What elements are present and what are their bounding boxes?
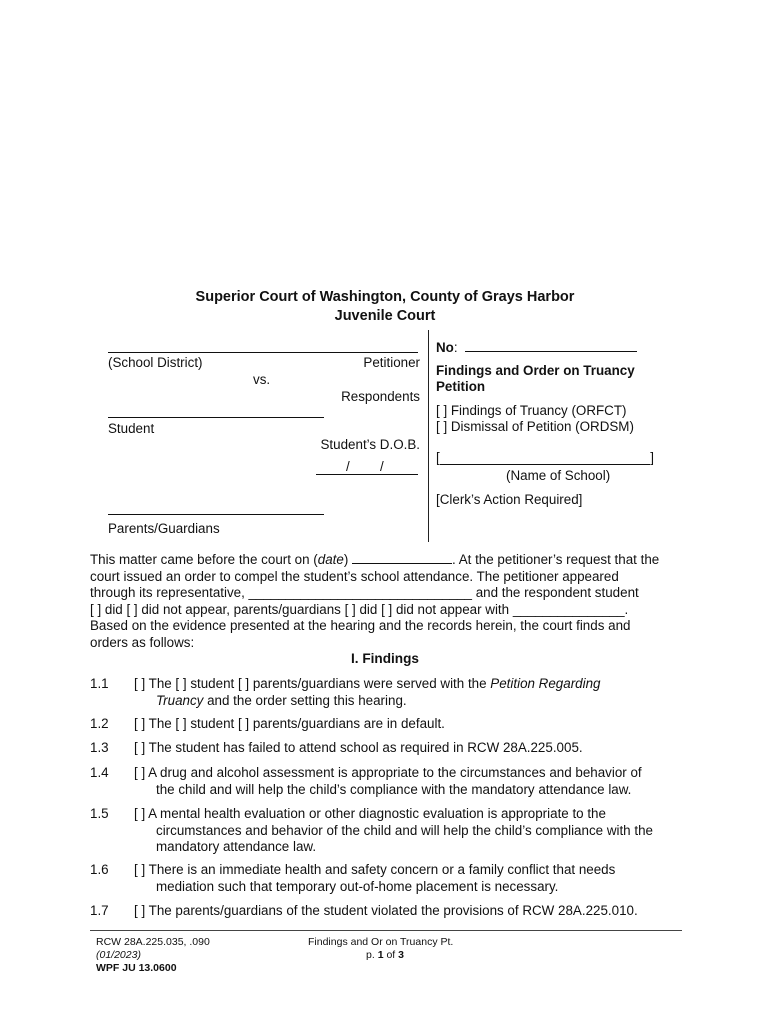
school-district-line[interactable] xyxy=(108,352,418,353)
intro-line-4 xyxy=(90,602,682,619)
court-header xyxy=(0,288,770,326)
intro-line-5: Based on the evidence presented at the hearing and the records herein, the court finds and xyxy=(90,618,631,633)
bracket-close: ] xyxy=(650,450,654,465)
finding-text-part: mandatory attendance law. xyxy=(156,839,317,854)
dob-field[interactable] xyxy=(316,460,418,475)
form-title-line1: Findings and Order on Truancy xyxy=(436,363,635,378)
bracket-open: [ xyxy=(436,450,440,465)
footer-date xyxy=(96,949,210,962)
intro-line-2: court issued an order to compel the student’s school attendance. The petitioner appeared xyxy=(90,568,619,584)
finding-number: 1.2 xyxy=(90,716,109,731)
option-findings-of-truancy[interactable]: [ ] Findings of Truancy (ORFCT) xyxy=(436,403,627,418)
parents-line[interactable] xyxy=(108,514,324,515)
finding-text-part: and the order setting this hearing. xyxy=(203,692,407,708)
case-number-colon: : xyxy=(453,340,458,355)
footer-form-id: WPF JU 13.0600 xyxy=(96,962,177,974)
finding-number: 1.7 xyxy=(90,903,109,918)
intro-text: . At the petitioner’s request that the xyxy=(452,552,660,567)
finding-text-italic: Petition Regarding xyxy=(490,676,601,691)
page-prefix: p. xyxy=(366,949,378,961)
finding-text-part: [ ] There is an immediate health and safety concern or a family conflict that needs xyxy=(134,862,616,877)
intro-line-3 xyxy=(90,585,682,602)
case-number-field[interactable] xyxy=(465,340,637,352)
section-heading-findings: I. Findings xyxy=(351,651,419,666)
footer-rcw: RCW 28A.225.035, .090 xyxy=(96,936,210,948)
intro-text: through its representative, xyxy=(90,585,249,600)
school-district-label: (School District) xyxy=(108,355,203,370)
page-of: of xyxy=(383,949,399,961)
court-division: Juvenile Court xyxy=(334,308,436,324)
intro-text: This matter came before the court on ( xyxy=(90,552,318,567)
intro-date-word: date xyxy=(317,552,344,567)
footer-title: Findings and Or on Truancy Pt. xyxy=(308,936,454,948)
finding-number: 1.6 xyxy=(90,862,109,877)
petitioner-label: Petitioner xyxy=(363,355,420,370)
intro-paragraph xyxy=(90,552,682,651)
caption-divider xyxy=(428,330,429,542)
finding-text: [ ] The [ ] student [ ] parents/guardians are in default. xyxy=(134,716,445,731)
respondents-label: Respondents xyxy=(341,389,420,404)
finding-text: [ ] The student has failed to attend school as required in RCW 28A.225.005. xyxy=(134,740,583,755)
school-name-underline xyxy=(440,464,650,465)
clerk-action: [Clerk’s Action Required] xyxy=(436,492,583,507)
vs-label: vs. xyxy=(253,372,271,387)
finding-text-part: [ ] The [ ] student [ ] parents/guardians were served with the xyxy=(134,676,491,691)
hearing-date-field[interactable] xyxy=(352,552,452,564)
school-name-field[interactable] xyxy=(436,450,654,466)
finding-number: 1.3 xyxy=(90,740,109,755)
finding-number: 1.5 xyxy=(90,806,109,821)
school-name-label: (Name of School) xyxy=(506,468,611,483)
option-dismissal[interactable]: [ ] Dismissal of Petition (ORDSM) xyxy=(436,419,634,434)
finding-text: [ ] The parents/guardians of the student violated the provisions of RCW 28A.225.010. xyxy=(134,903,638,918)
finding-number: 1.1 xyxy=(90,676,109,691)
finding-text-part: circumstances and behavior of the child and will help the child’s compliance with the xyxy=(156,822,653,838)
intro-text: and the respondent student xyxy=(471,585,639,600)
representative-field[interactable]: ______________________________ xyxy=(248,585,472,600)
form-title-line2: Petition xyxy=(436,379,486,394)
parents-label: Parents/Guardians xyxy=(108,521,220,536)
finding-number: 1.4 xyxy=(90,765,109,780)
case-caption xyxy=(108,330,678,540)
dob-label: Student’s D.O.B. xyxy=(320,437,420,452)
footer-page xyxy=(308,949,508,962)
page-total: 3 xyxy=(398,949,404,961)
finding-text xyxy=(134,806,682,856)
court-name: Superior Court of Washington, County of Grays Harbor xyxy=(195,289,575,305)
intro-line-1 xyxy=(90,552,682,569)
counsel-field[interactable]: _______________ xyxy=(512,601,625,617)
finding-text xyxy=(134,765,682,798)
footer-center xyxy=(308,936,508,962)
page-number: 1 xyxy=(377,949,384,961)
student-label: Student xyxy=(108,421,155,436)
finding-text-part: mediation such that temporary out-of-home placement is necessary. xyxy=(156,878,559,894)
student-line[interactable] xyxy=(108,417,324,418)
dob-slash-1: / xyxy=(346,459,350,474)
finding-text-part: [ ] A drug and alcohol assessment is appropriate to the circumstances and behavior of xyxy=(134,765,642,780)
finding-text xyxy=(134,676,682,709)
appearance-checkboxes[interactable]: [ ] did [ ] did not appear, parents/guardians [ ] did [ ] did not appear with xyxy=(90,601,513,617)
finding-text-italic: Truancy xyxy=(156,692,204,708)
footer-date-text: (01/2023) xyxy=(96,949,141,961)
finding-text xyxy=(134,862,682,895)
dob-slash-2: / xyxy=(380,459,384,474)
case-number-label: No xyxy=(436,340,454,355)
finding-text-part: [ ] A mental health evaluation or other diagnostic evaluation is appropriate to the xyxy=(134,806,606,821)
case-number xyxy=(436,340,637,355)
intro-line-6: orders as follows: xyxy=(90,634,195,650)
intro-text: ) xyxy=(343,552,349,567)
finding-text-part: the child and will help the child’s compliance with the mandatory attendance law. xyxy=(156,781,632,797)
intro-text: . xyxy=(624,601,629,617)
footer-left xyxy=(96,936,210,975)
dob-underline xyxy=(316,474,418,475)
footer-divider xyxy=(90,930,682,931)
